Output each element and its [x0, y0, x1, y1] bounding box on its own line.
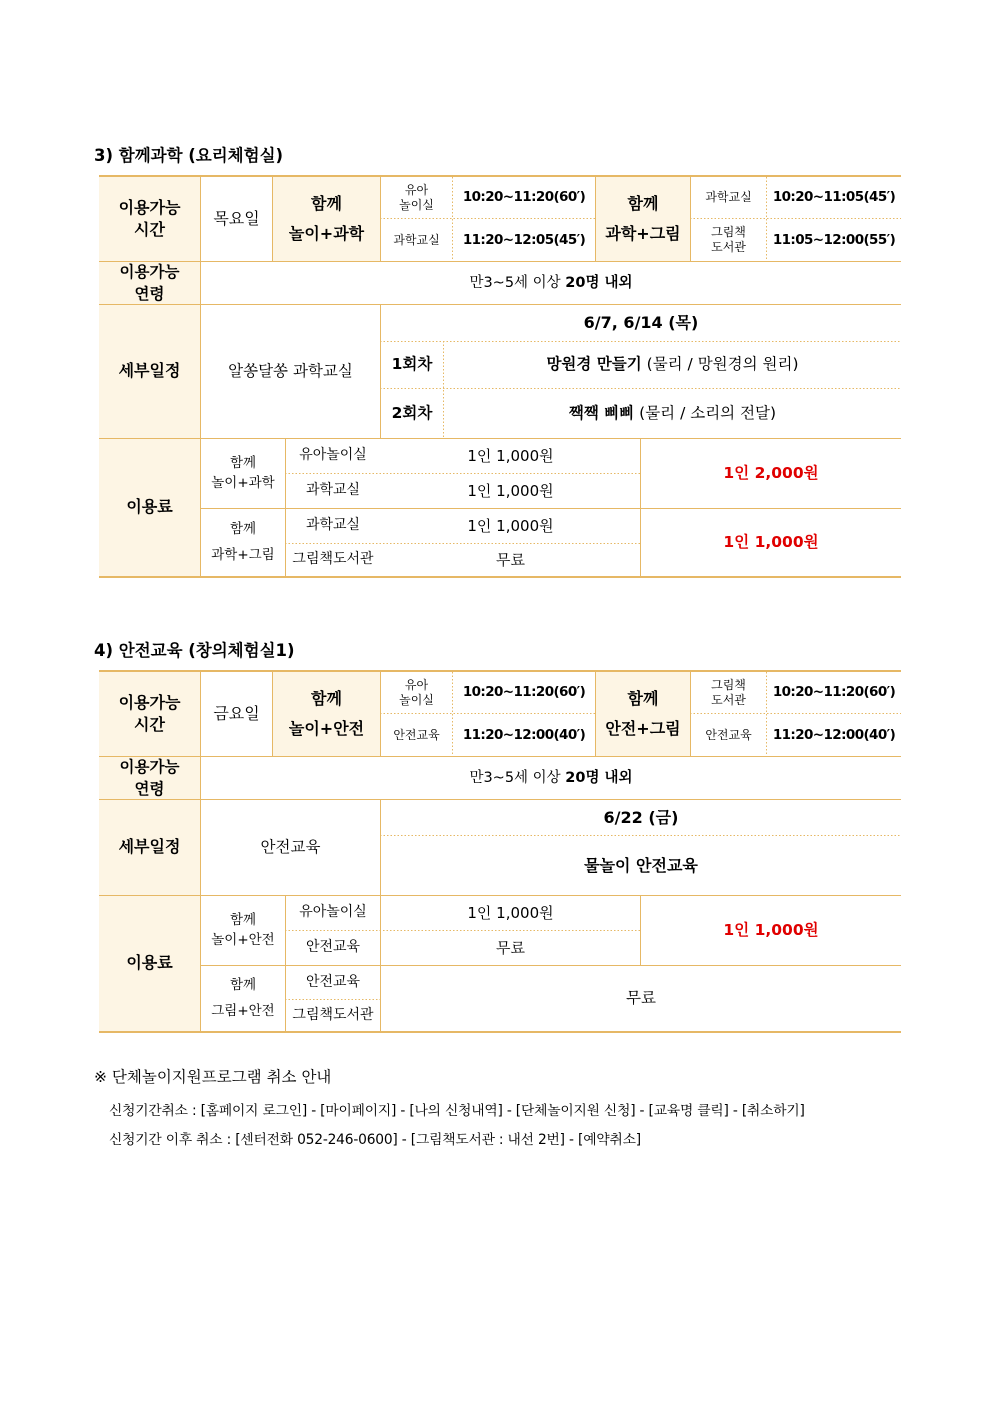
age-value [201, 757, 901, 799]
age-label: 이용가능 연령 [99, 757, 200, 799]
round1-title: 망원경 만들기 [546, 355, 642, 374]
program2-name: 함께 안전+그림 [596, 672, 690, 756]
program1-room1: 유아 놀이실 [399, 677, 434, 707]
day-cell: 목요일 [213, 209, 260, 228]
program1-room2: 과학교실 [393, 232, 440, 247]
program1-time1: 10:20~11:20(60′) [462, 684, 586, 701]
section4-title: 4) 안전교육 (창의체험실1) [94, 641, 295, 660]
fee-group2-room2: 그림책도서관 [292, 551, 374, 568]
fee-group2-room2: 그림책도서관 [292, 1006, 374, 1023]
fee-group1-price1: 1인 1,000원 [467, 903, 554, 922]
fee-group1-room2: 과학교실 [305, 482, 361, 499]
fee-group2: 함께 과학+그림 [211, 520, 275, 563]
program2-time2: 11:05~12:00(55′) [772, 231, 896, 248]
program2-time1: 10:20~11:20(60′) [772, 684, 896, 701]
fee-group1-room2: 안전교육 [305, 939, 361, 956]
program1-time1: 10:20~11:20(60′) [462, 189, 586, 206]
program2-name: 함께 과학+그림 [596, 177, 690, 261]
age-prefix: 만3~5세 이상 [469, 769, 561, 786]
schedule-name: 안전교육 [260, 837, 321, 856]
fee-group2-total: 1인 1,000원 [723, 532, 819, 551]
round2-content [444, 389, 901, 438]
program2-room2: 그림책 도서관 [711, 225, 746, 254]
schedule-dates: 6/22 (금) [603, 807, 679, 827]
program1-name: 함께 놀이+안전 [273, 672, 380, 756]
time-label: 이용가능 시간 [99, 672, 200, 756]
round2-label: 2회차 [391, 403, 433, 422]
schedule-label: 세부일정 [99, 800, 200, 895]
fee-group2-price2: 무료 [496, 550, 525, 569]
round1-content [444, 342, 901, 388]
age-value [201, 262, 901, 304]
fee-group1: 함께 놀이+안전 [211, 911, 275, 948]
fee-group2: 함께 그림+안전 [211, 976, 275, 1019]
section4-table [99, 670, 901, 1033]
time-label: 이용가능 시간 [99, 177, 200, 261]
schedule-dates: 6/7, 6/14 (목) [583, 313, 699, 332]
round2-title: 짹짹 삐삐 [568, 403, 635, 422]
age-prefix: 만3~5세 이상 [469, 274, 561, 291]
fee-group1-room1: 유아놀이실 [299, 904, 367, 921]
cancel-notice-line1: 신청기간취소 : [홈페이지 로그인] - [마이페이지] - [나의 신청내역] - [단체놀이지원 신청] - [교육명 클릭] - [취소하기] [109, 1103, 805, 1119]
round1-desc: (물리 / 망원경의 원리) [646, 355, 799, 374]
program1-time2: 11:20~12:00(40′) [462, 726, 586, 743]
day-cell: 금요일 [213, 704, 260, 723]
fee-group2-price: 무료 [626, 988, 656, 1007]
age-label: 이용가능 연령 [99, 262, 200, 304]
program2-room1: 그림책 도서관 [711, 677, 746, 707]
schedule-label: 세부일정 [99, 305, 200, 438]
cancel-notice-line2: 신청기간 이후 취소 : [센터전화 052-246-0600] - [그림책도서관 : 내선 2번] - [예약취소] [109, 1132, 641, 1148]
fee-group1-total: 1인 1,000원 [723, 920, 819, 939]
round2-desc: (물리 / 소리의 전달) [639, 403, 777, 422]
program1-room2: 안전교육 [393, 727, 440, 742]
age-bold: 20명 내외 [565, 274, 633, 291]
fee-group1: 함께 놀이+과학 [211, 454, 275, 491]
program2-time2: 11:20~12:00(40′) [772, 726, 896, 743]
round1-label: 1회차 [391, 355, 433, 374]
program2-time1: 10:20~11:05(45′) [772, 189, 896, 206]
program2-room2: 안전교육 [705, 727, 752, 742]
schedule-name: 알쏭달쏭 과학교실 [228, 361, 353, 380]
section3-table [99, 175, 901, 578]
fee-group1-total: 1인 2,000원 [723, 463, 819, 482]
fee-group1-price2: 1인 1,000원 [467, 481, 554, 500]
fee-group2-room1: 과학교실 [305, 517, 361, 534]
fee-group2-room1: 안전교육 [305, 973, 361, 990]
age-bold: 20명 내외 [565, 769, 633, 786]
program1-room1: 유아 놀이실 [399, 182, 434, 212]
program1-time2: 11:20~12:05(45′) [462, 231, 586, 248]
fee-group1-price2: 무료 [496, 938, 525, 957]
cancel-notice-title: ※ 단체놀이지원프로그램 취소 안내 [94, 1068, 332, 1086]
fee-group1-price1: 1인 1,000원 [467, 446, 554, 465]
fee-label: 이용료 [99, 896, 200, 1031]
fee-label: 이용료 [99, 439, 200, 576]
section3-title: 3) 함께과학 (요리체험실) [94, 146, 284, 165]
schedule-activity: 물놀이 안전교육 [584, 855, 698, 875]
program2-room1: 과학교실 [705, 190, 752, 204]
fee-group2-price1: 1인 1,000원 [467, 516, 554, 535]
program1-name: 함께 놀이+과학 [273, 177, 380, 261]
fee-group1-room1: 유아놀이실 [299, 447, 367, 464]
